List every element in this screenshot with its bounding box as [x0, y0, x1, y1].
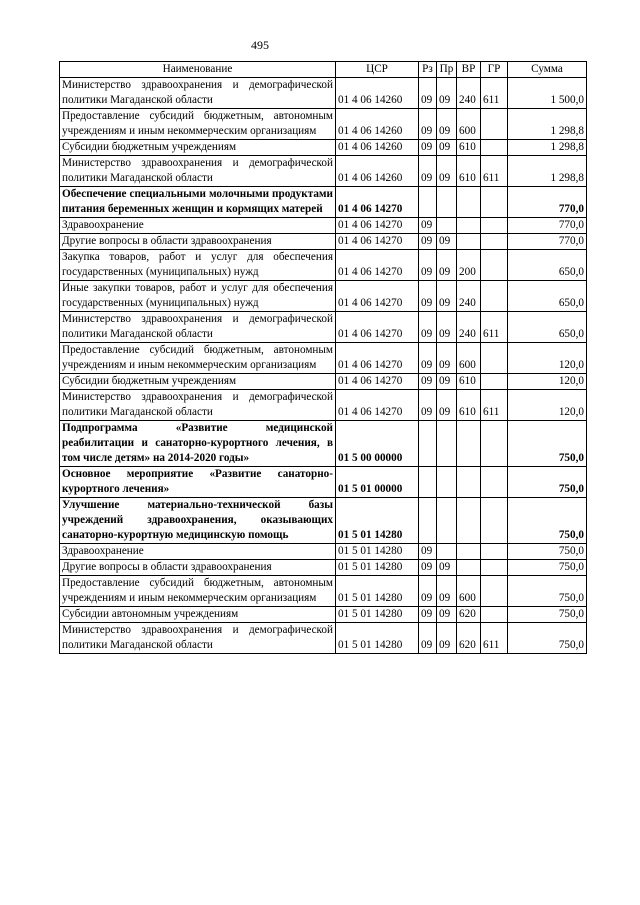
row-vr: 610 — [457, 374, 481, 390]
row-pr: 09 — [437, 390, 457, 421]
row-pr — [437, 498, 457, 544]
row-vr: 600 — [457, 576, 481, 607]
row-sum: 650,0 — [508, 250, 587, 281]
row-gr — [481, 576, 508, 607]
row-name: Другие вопросы в области здравоохранения — [60, 234, 336, 250]
row-name: Иные закупки товаров, работ и услуг для обеспечения государственных (муниципальных) нужд — [60, 281, 336, 312]
table-row — [60, 156, 587, 187]
table-row — [60, 140, 587, 156]
row-sum: 750,0 — [508, 544, 587, 560]
row-pr: 09 — [437, 156, 457, 187]
table-row — [60, 312, 587, 343]
row-vr: 610 — [457, 390, 481, 421]
row-sum: 1 298,8 — [508, 140, 587, 156]
row-vr — [457, 187, 481, 218]
row-vr — [457, 234, 481, 250]
row-sum: 1 298,8 — [508, 156, 587, 187]
row-name: Подпрограмма «Развитие медицинской реабилитации и санаторно-курортного лечения, в том числе детям» на 2014-2020 годы» — [60, 421, 336, 467]
row-sum: 750,0 — [508, 623, 587, 654]
row-sum: 750,0 — [508, 576, 587, 607]
row-vr — [457, 544, 481, 560]
row-gr — [481, 560, 508, 576]
row-pr: 09 — [437, 576, 457, 607]
table-row — [60, 390, 587, 421]
row-sum: 650,0 — [508, 312, 587, 343]
row-vr: 600 — [457, 109, 481, 140]
row-name: Улучшение материально-технической базы учреждений здравоохранения, оказывающих санаторно-курортную медицинскую помощь — [60, 498, 336, 544]
row-name: Здравоохранение — [60, 218, 336, 234]
row-sum: 120,0 — [508, 390, 587, 421]
row-csr: 01 4 06 14260 — [336, 156, 419, 187]
row-rz — [419, 421, 437, 467]
row-csr: 01 5 01 14280 — [336, 498, 419, 544]
row-gr — [481, 498, 508, 544]
row-csr: 01 4 06 14260 — [336, 140, 419, 156]
table-row — [60, 421, 587, 467]
row-pr: 09 — [437, 234, 457, 250]
row-csr: 01 4 06 14270 — [336, 250, 419, 281]
row-sum: 120,0 — [508, 343, 587, 374]
row-csr: 01 4 06 14270 — [336, 374, 419, 390]
row-pr: 09 — [437, 374, 457, 390]
header-gr: ГР — [481, 62, 508, 78]
row-rz: 09 — [419, 576, 437, 607]
row-name: Министерство здравоохранения и демографической политики Магаданской области — [60, 156, 336, 187]
row-rz: 09 — [419, 156, 437, 187]
row-sum: 120,0 — [508, 374, 587, 390]
row-sum: 750,0 — [508, 498, 587, 544]
table-row — [60, 560, 587, 576]
row-rz: 09 — [419, 623, 437, 654]
row-name: Министерство здравоохранения и демографической политики Магаданской области — [60, 623, 336, 654]
row-rz: 09 — [419, 140, 437, 156]
row-vr: 240 — [457, 312, 481, 343]
table-row — [60, 467, 587, 498]
row-name: Здравоохранение — [60, 544, 336, 560]
row-name: Субсидии бюджетным учреждениям — [60, 374, 336, 390]
row-csr: 01 5 01 00000 — [336, 467, 419, 498]
row-gr — [481, 250, 508, 281]
row-gr: 611 — [481, 390, 508, 421]
table-row — [60, 234, 587, 250]
row-gr — [481, 109, 508, 140]
row-vr — [457, 467, 481, 498]
row-vr — [457, 218, 481, 234]
row-sum: 750,0 — [508, 421, 587, 467]
row-rz: 09 — [419, 312, 437, 343]
row-vr: 620 — [457, 623, 481, 654]
row-pr: 09 — [437, 607, 457, 623]
row-pr: 09 — [437, 281, 457, 312]
row-name: Предоставление субсидий бюджетным, автономным учреждениям и иным некоммерческим организациям — [60, 576, 336, 607]
row-sum: 1 500,0 — [508, 78, 587, 109]
row-vr — [457, 498, 481, 544]
budget-table — [59, 61, 587, 654]
row-csr: 01 5 01 14280 — [336, 607, 419, 623]
row-vr: 240 — [457, 78, 481, 109]
header-vr: ВР — [457, 62, 481, 78]
row-pr: 09 — [437, 560, 457, 576]
row-csr: 01 4 06 14270 — [336, 312, 419, 343]
row-pr: 09 — [437, 250, 457, 281]
row-gr — [481, 421, 508, 467]
row-gr: 611 — [481, 312, 508, 343]
row-gr — [481, 140, 508, 156]
row-name: Субсидии бюджетным учреждениям — [60, 140, 336, 156]
table-row — [60, 250, 587, 281]
row-pr — [437, 467, 457, 498]
table-row — [60, 607, 587, 623]
header-name: Наименование — [60, 62, 336, 78]
row-gr — [481, 343, 508, 374]
row-pr: 09 — [437, 140, 457, 156]
row-pr — [437, 421, 457, 467]
table-row — [60, 544, 587, 560]
header-pr: Пр — [437, 62, 457, 78]
row-pr: 09 — [437, 343, 457, 374]
row-rz: 09 — [419, 234, 437, 250]
row-gr — [481, 374, 508, 390]
row-gr: 611 — [481, 78, 508, 109]
table-row — [60, 109, 587, 140]
row-csr: 01 4 06 14270 — [336, 218, 419, 234]
row-gr — [481, 234, 508, 250]
row-vr: 600 — [457, 343, 481, 374]
table-row — [60, 576, 587, 607]
row-rz: 09 — [419, 544, 437, 560]
table-row — [60, 281, 587, 312]
row-sum: 750,0 — [508, 607, 587, 623]
row-csr: 01 4 06 14270 — [336, 187, 419, 218]
page-number: 495 — [251, 38, 269, 52]
table-row — [60, 498, 587, 544]
row-csr: 01 4 06 14270 — [336, 390, 419, 421]
row-vr: 610 — [457, 140, 481, 156]
row-csr: 01 5 01 14280 — [336, 576, 419, 607]
row-name: Обеспечение специальными молочными продуктами питания беременных женщин и кормящих матерей — [60, 187, 336, 218]
row-csr: 01 5 01 14280 — [336, 560, 419, 576]
header-sum: Сумма — [508, 62, 587, 78]
table-row — [60, 623, 587, 654]
row-name: Министерство здравоохранения и демографической политики Магаданской области — [60, 390, 336, 421]
row-sum: 770,0 — [508, 218, 587, 234]
row-sum: 650,0 — [508, 281, 587, 312]
header-csr: ЦСР — [336, 62, 419, 78]
row-sum: 750,0 — [508, 560, 587, 576]
row-rz — [419, 467, 437, 498]
row-csr: 01 4 06 14260 — [336, 109, 419, 140]
row-rz: 09 — [419, 218, 437, 234]
header-rz: Рз — [419, 62, 437, 78]
row-gr: 611 — [481, 156, 508, 187]
row-csr: 01 5 00 00000 — [336, 421, 419, 467]
row-name: Субсидии автономным учреждениям — [60, 607, 336, 623]
row-rz: 09 — [419, 390, 437, 421]
row-gr: 611 — [481, 623, 508, 654]
row-gr — [481, 467, 508, 498]
row-csr: 01 5 01 14280 — [336, 544, 419, 560]
row-pr: 09 — [437, 312, 457, 343]
table-row — [60, 78, 587, 109]
row-vr — [457, 421, 481, 467]
row-pr — [437, 187, 457, 218]
row-rz: 09 — [419, 343, 437, 374]
row-gr — [481, 187, 508, 218]
row-vr — [457, 560, 481, 576]
row-pr: 09 — [437, 78, 457, 109]
row-csr: 01 4 06 14260 — [336, 78, 419, 109]
row-rz: 09 — [419, 607, 437, 623]
row-csr: 01 4 06 14270 — [336, 281, 419, 312]
row-rz: 09 — [419, 281, 437, 312]
row-name: Предоставление субсидий бюджетным, автономным учреждениям и иным некоммерческим организациям — [60, 109, 336, 140]
table-row — [60, 218, 587, 234]
row-rz: 09 — [419, 78, 437, 109]
row-name: Министерство здравоохранения и демографической политики Магаданской области — [60, 312, 336, 343]
row-csr: 01 4 06 14270 — [336, 343, 419, 374]
table-header-row — [60, 62, 587, 78]
row-gr — [481, 544, 508, 560]
row-name: Министерство здравоохранения и демографической политики Магаданской области — [60, 78, 336, 109]
row-pr — [437, 218, 457, 234]
table-row — [60, 343, 587, 374]
table-row — [60, 187, 587, 218]
row-gr — [481, 218, 508, 234]
table-row — [60, 374, 587, 390]
row-pr — [437, 544, 457, 560]
row-name: Предоставление субсидий бюджетным, автономным учреждениям и иным некоммерческим организациям — [60, 343, 336, 374]
row-rz: 09 — [419, 374, 437, 390]
row-sum: 1 298,8 — [508, 109, 587, 140]
row-name: Закупка товаров, работ и услуг для обеспечения государственных (муниципальных) нужд — [60, 250, 336, 281]
row-rz — [419, 187, 437, 218]
row-vr: 610 — [457, 156, 481, 187]
row-rz: 09 — [419, 250, 437, 281]
row-gr — [481, 281, 508, 312]
row-rz: 09 — [419, 560, 437, 576]
row-sum: 770,0 — [508, 187, 587, 218]
row-csr: 01 4 06 14270 — [336, 234, 419, 250]
row-rz — [419, 498, 437, 544]
row-name: Другие вопросы в области здравоохранения — [60, 560, 336, 576]
row-rz: 09 — [419, 109, 437, 140]
row-sum: 770,0 — [508, 234, 587, 250]
row-name: Основное мероприятие «Развитие санаторно-курортного лечения» — [60, 467, 336, 498]
row-vr: 200 — [457, 250, 481, 281]
row-pr: 09 — [437, 109, 457, 140]
row-vr: 240 — [457, 281, 481, 312]
row-sum: 750,0 — [508, 467, 587, 498]
row-csr: 01 5 01 14280 — [336, 623, 419, 654]
row-gr — [481, 607, 508, 623]
row-pr: 09 — [437, 623, 457, 654]
row-vr: 620 — [457, 607, 481, 623]
